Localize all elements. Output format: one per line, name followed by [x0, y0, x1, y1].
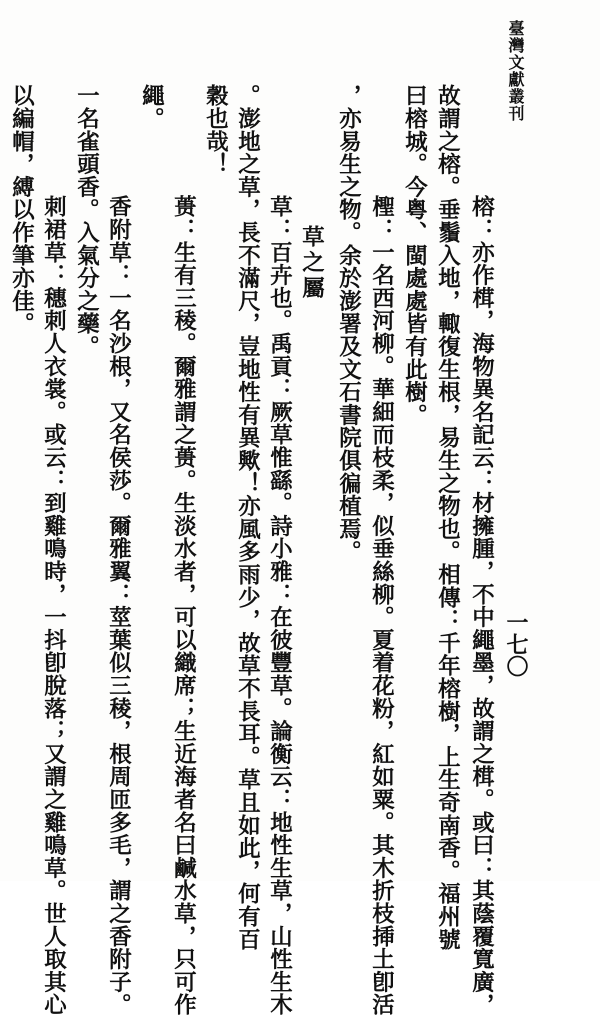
running-title: 臺灣文獻叢刊: [506, 20, 525, 122]
text-line: 香附草：一名沙根，又名侯莎。爾雅翼：莖葉似三稜，根周匝多毛，謂之香附子。: [105, 195, 132, 1016]
text-line: 故謂之榕。垂鬚入地，輙復生根，易生之物也。相傳：千年榕樹，上生奇南香。福州號: [434, 84, 461, 951]
text-line: 一名雀頭香。入氣分之藥。: [73, 84, 100, 358]
text-line: 以編帽，縛以作筆亦佳。: [8, 84, 35, 335]
text-line: 榕：亦作榵，海物異名記云：材擁腫，不中繩墨，故謂之榵。或曰：其蔭覆寬廣，: [468, 195, 495, 1016]
text-line: 繩。: [138, 84, 165, 130]
text-line: 。澎地之草，長不滿尺，豈地性有異歟！亦風多雨少，故草不長耳。草且如此，何有百: [234, 84, 261, 951]
text-line: 草：百卉也。禹貢：厥草惟繇。詩小雅：在彼豐草。論衡云：地性生草，山性生木: [266, 195, 293, 1016]
text-line: 檉：一名西河柳。華細而枝柔，似垂絲柳。夏着花粉，紅如粟。其木折枝揷土卽活: [368, 195, 395, 1016]
page-number: 一七〇: [503, 611, 529, 677]
text-line: 刺裙草：穗刺人衣裳。或云：到雞鳴時，一抖卽脫落；又謂之雞鳴草。世人取其心: [40, 195, 67, 1016]
text-line: 蒉：生有三稜。爾雅謂之蒉。生淡水者，可以織席；生近海者名曰鹹水草，只可作: [170, 195, 197, 1016]
text-line: ，亦易生之物。余於澎署及文石書院俱徧植焉。: [335, 84, 362, 563]
text-line: 穀也哉！: [202, 84, 229, 176]
section-heading: 草之屬: [298, 225, 325, 302]
text-line: 曰榕城。今粤、閩處處皆有此樹。: [401, 84, 428, 426]
